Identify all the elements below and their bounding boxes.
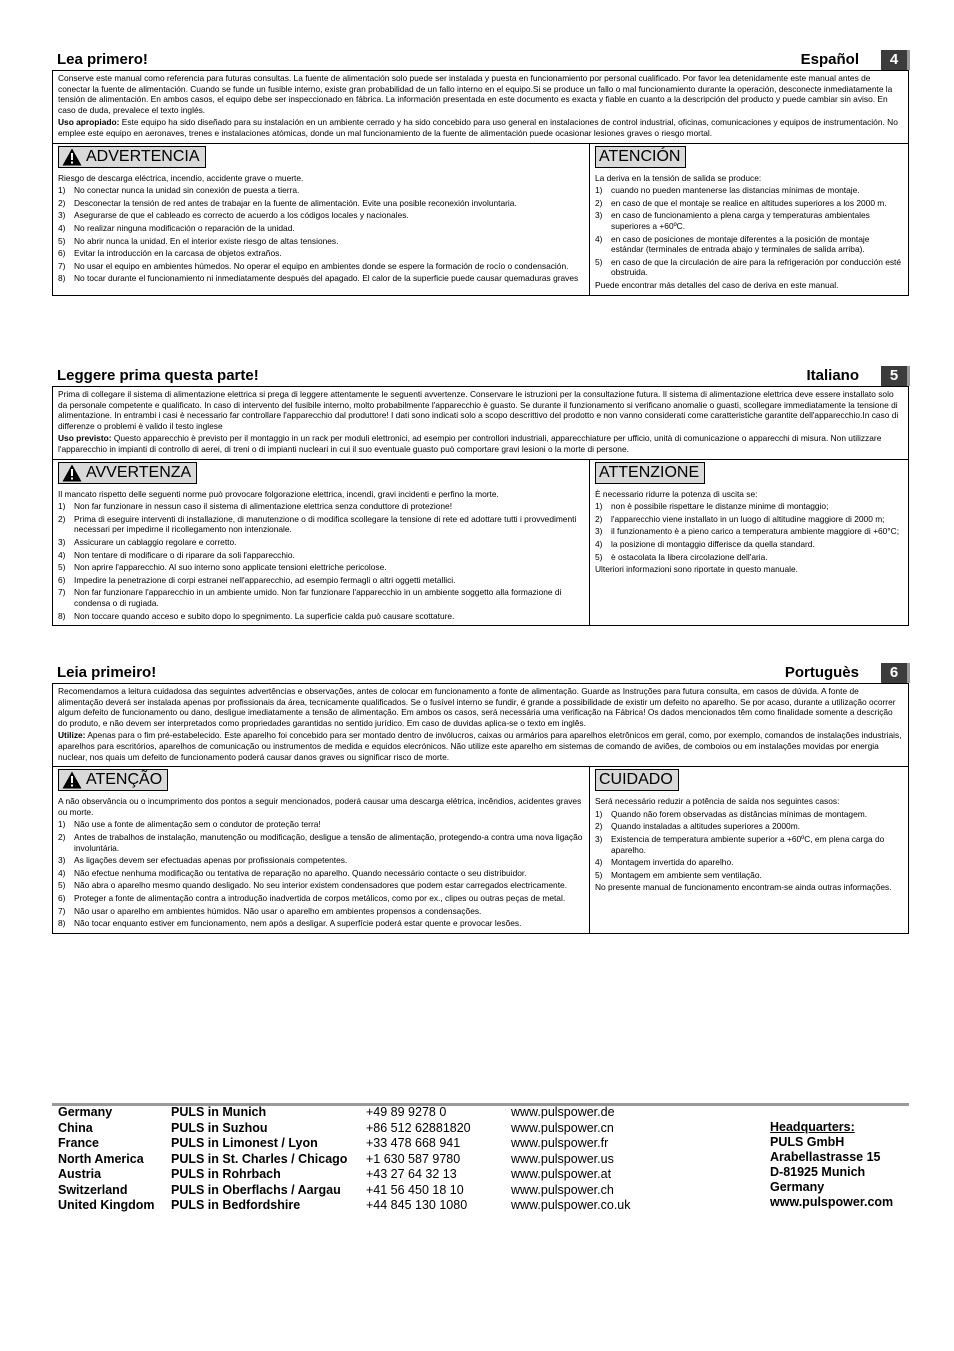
contacts-table	[58, 1105, 711, 1214]
list-item	[595, 857, 903, 868]
list-item-number: 4)	[58, 222, 66, 233]
list-item-text: Non far funzionare in nessun caso il sistema di alimentazione elettrica senza conduttore di protezione!	[74, 501, 453, 512]
list-item	[58, 261, 584, 272]
list-item-number: 2)	[58, 513, 66, 524]
list-item-number: 2)	[58, 831, 66, 842]
section-italiano	[52, 366, 909, 626]
headquarters-label: Headquarters:	[770, 1120, 855, 1134]
list-item	[58, 868, 584, 879]
warning-label: ATENÇÃO	[86, 771, 163, 789]
caution-list	[595, 185, 903, 278]
warning-caution-row	[52, 459, 909, 627]
list-item	[58, 185, 584, 196]
intended-use-label: Uso apropiado:	[58, 117, 120, 128]
warning-text	[58, 796, 584, 929]
list-item-text: Impedire la penetrazione di corpi estranei nell'apparecchio, ad esempio fermagli o altri oggetti metallici.	[74, 574, 456, 585]
list-item-number: 1)	[595, 185, 603, 196]
list-item-number: 3)	[595, 210, 603, 221]
caution-lead: Será necessário reduzir a potência de saída nos seguintes casos:	[595, 796, 840, 807]
headquarters-company: PULS GmbH	[770, 1135, 845, 1149]
list-item	[58, 832, 584, 853]
list-item-number: 2)	[595, 821, 603, 832]
caution-label-box	[595, 146, 686, 168]
list-item-text: Non tentare di modificare o di riparare da soli l'apparecchio.	[74, 549, 295, 560]
list-item	[595, 185, 903, 196]
intended-use-text: Este equipo ha sido diseñado para su instalación en un ambiente cerrado y ha sido concebido para uso general en instalaciones de control industrial, oficinas, comunicaciones y equipos de instrumentación. No emplee este equipo en aeronaves, trenes e instalaciones atómicas, donde un mal funcionamiento de la fuente de alimentación puede ocasionar lesiones graves o riesgo mortal.	[58, 117, 898, 138]
contact-website-link[interactable]: www.pulspower.us	[511, 1151, 614, 1166]
list-item-text: Existencia de temperatura ambiente superior a +60ºC, em plena carga do aparelho.	[611, 833, 885, 855]
warning-label-box	[58, 146, 206, 168]
warning-list	[58, 185, 584, 284]
list-item-number: 5)	[58, 562, 66, 573]
warning-triangle-icon	[62, 464, 82, 482]
warning-triangle-icon	[62, 771, 82, 789]
list-item-number: 6)	[58, 574, 66, 585]
list-item-text: Quando não forem observadas as distâncias mínimas de montagem.	[611, 808, 868, 819]
caution-label: ATENCIÓN	[599, 147, 681, 165]
list-item-number: 3)	[595, 526, 603, 537]
contact-row	[58, 1105, 711, 1121]
list-item-text: Não usar o aparelho em ambientes húmidos. Não usar o aparelho em ambientes propensos a condensações.	[74, 905, 482, 916]
list-item-number: 5)	[58, 880, 66, 891]
intro-text	[52, 386, 909, 459]
warning-caution-row	[52, 143, 909, 296]
warning-column	[53, 144, 590, 295]
section-number: 4	[881, 50, 907, 70]
contact-row	[58, 1136, 711, 1152]
warning-lead: Il mancato rispetto delle seguenti norme può provocare folgorazione elettrica, incendi, gravi incidenti e perfino la morte.	[58, 488, 499, 499]
contact-website-link[interactable]: www.pulspower.co.uk	[511, 1198, 631, 1212]
caution-text	[595, 796, 903, 893]
list-item-text: en caso de funcionamiento a plena carga y temperaturas ambientales superiores a +60ºC.	[611, 210, 870, 231]
contact-phone: +41 56 450 18 10	[366, 1182, 464, 1197]
caution-lead: È necessario ridurre la potenza di uscita se:	[595, 488, 758, 499]
list-item-number: 1)	[595, 501, 603, 512]
list-item	[58, 918, 584, 929]
contact-phone: +86 512 62881820	[366, 1120, 471, 1135]
list-item-text: No realizar ninguna modificación o reparación de la unidad.	[74, 222, 295, 233]
list-item-number: 3)	[58, 536, 66, 547]
headquarters-street: Arabellastrasse 15	[770, 1150, 881, 1164]
list-item	[58, 198, 584, 209]
list-item-text: Montagem em ambiente sem ventilação.	[611, 869, 762, 880]
list-item	[595, 821, 903, 832]
section-header	[52, 50, 909, 70]
list-item-number: 7)	[58, 587, 66, 598]
list-item-number: 6)	[58, 892, 66, 903]
caution-label-box	[595, 462, 705, 484]
list-item-number: 2)	[595, 513, 603, 524]
list-item-text: non è possibile rispettare le distanze minime di montaggio;	[611, 501, 829, 512]
list-item-text: Desconectar la tensión de red antes de trabajar en la fuente de alimentación. Evite una posible reconexión involuntaria.	[74, 197, 517, 208]
list-item-text: la posizione di montaggio differisce da quella standard.	[611, 538, 815, 549]
contact-website-link[interactable]: www.pulspower.ch	[511, 1182, 614, 1197]
list-item-text: cuando no pueden mantenerse las distancias mínimas de montaje.	[611, 185, 860, 196]
list-item-number: 5)	[595, 551, 603, 562]
warning-caution-row	[52, 766, 909, 934]
contact-phone: +33 478 668 941	[366, 1136, 461, 1150]
contact-country: Austria	[58, 1167, 102, 1181]
warning-label: ADVERTENCIA	[86, 147, 200, 165]
contact-office: PULS in St. Charles / Chicago	[171, 1151, 348, 1166]
caution-tail: No presente manual de funcionamento encontram-se ainda outras informações.	[595, 882, 892, 893]
intended-use-label: Uso previsto:	[58, 433, 112, 444]
intended-use-text: Questo apparecchio è previsto per il montaggio in un rack per moduli elettronici, ad esempio per controllori industriali, apparecchiature per ufficio, unità di comunicazione o apparecchi di misura. Non utilizzare l'apparecchio in impianti di controllo di aerei, di treni o di impianti nucleari in cui il suo eventuale guasto può comportare gravi lesioni o la morte di persone.	[58, 433, 882, 454]
list-item-text: Proteger a fonte de alimentação contra a introdução inadvertida de corpos metálicos, como por ex., clipes ou outras peças de metal.	[74, 892, 566, 903]
list-item-number: 3)	[595, 833, 603, 844]
list-item-number: 6)	[58, 248, 66, 259]
list-item-text: Não tocar enquanto estiver em funcionamento, nem após a desligar. A superfície poderá estar quente e provocar lesões.	[74, 918, 522, 929]
list-item	[58, 893, 584, 904]
list-item	[595, 526, 903, 537]
list-item	[595, 514, 903, 525]
list-item-text: Não use a fonte de alimentação sem o condutor de proteção terra!	[74, 819, 321, 830]
list-item	[58, 587, 584, 608]
contact-country: China	[58, 1120, 93, 1135]
list-item-number: 5)	[595, 869, 603, 880]
headquarters-country: Germany	[770, 1180, 825, 1194]
list-item-text: Asegurarse de que el cableado es correcto de acuerdo a los códigos locales y nacionales.	[74, 210, 409, 221]
list-item-text: en caso de posiciones de montaje diferentes a la posición de montaje estándar (terminales de entrada abajo y terminales de salida arriba).	[611, 233, 870, 255]
list-item-text: Non toccare quando acceso e subito dopo lo spegnimento. La superficie calda può causare scottature.	[74, 610, 455, 621]
list-item	[595, 210, 903, 231]
contact-office: PULS in Suzhou	[171, 1120, 268, 1135]
list-item	[58, 236, 584, 247]
list-item-text: Assicurare un cablaggio regolare e corretto.	[74, 536, 237, 547]
list-item	[58, 550, 584, 561]
section-number: 6	[881, 663, 907, 683]
list-item	[58, 562, 584, 573]
warning-column	[53, 460, 590, 626]
list-item	[58, 273, 584, 284]
list-item-number: 2)	[595, 197, 603, 208]
list-item	[58, 575, 584, 586]
list-item-text: Non aprire l'apparecchio. Al suo interno sono applicate tensioni elettriche pericolose.	[74, 562, 387, 573]
list-item	[595, 870, 903, 881]
caution-column	[590, 460, 908, 626]
list-item-number: 2)	[58, 197, 66, 208]
list-item-text: As ligações devem ser efectuadas apenas por profissionais competentes.	[74, 855, 348, 866]
list-item	[58, 611, 584, 622]
list-item	[595, 234, 903, 255]
caution-label: ATTENZIONE	[599, 463, 700, 481]
contact-country: Switzerland	[58, 1182, 128, 1197]
list-item-text: Montagem invertida do aparelho.	[611, 857, 734, 868]
list-item-text: No usar el equipo en ambientes húmedos. No operar el equipo en ambientes donde se espere la formación de rocío o condensación.	[74, 260, 569, 271]
list-item-text: Non far funzionare l'apparecchio in un ambiente umido. Non far funzionare l'apparecchio in un ambiente soggetto alla formazione di condensa o di rugiada.	[74, 587, 562, 608]
warning-text	[58, 173, 584, 284]
headquarters-website-link[interactable]: www.pulspower.com	[770, 1195, 894, 1209]
section-header	[52, 663, 909, 683]
list-item-number: 3)	[58, 210, 66, 221]
list-item	[58, 537, 584, 548]
list-item-number: 4)	[58, 549, 66, 560]
section-title: Lea primero!	[57, 51, 148, 68]
contact-country: United Kingdom	[58, 1198, 155, 1212]
list-item	[595, 834, 903, 855]
list-item-number: 1)	[58, 501, 66, 512]
contact-country: France	[58, 1136, 99, 1150]
list-item	[58, 819, 584, 830]
list-item	[595, 552, 903, 563]
headquarters-block	[770, 1120, 893, 1210]
list-item-number: 1)	[58, 819, 66, 830]
list-item-number: 4)	[595, 538, 603, 549]
contact-office: PULS in Limonest / Lyon	[171, 1136, 318, 1150]
intro-text	[52, 70, 909, 143]
intro-text	[52, 683, 909, 766]
list-item	[58, 880, 584, 891]
contact-row	[58, 1198, 711, 1214]
caution-tail: Ulteriori informazioni sono riportate in questo manuale.	[595, 564, 798, 575]
list-item-number: 8)	[58, 610, 66, 621]
intended-use-text: Apenas para o fim pré-estabelecido. Este aparelho foi concebido para ser montado dentro de invólucros, caixas ou armários para aparelhos eletrônicos em geral, como, por exemplo, comandos de instalações industriais, aparelhos para escritórios, aparelhos de comunicação ou instrumentos de medida e equidos elecrónicos. Não utilize este aparelho em sistemas de comando de aviões, de comboios ou em instalações movidas por energia nuclear, nos quais um defeito de funcionamento poderá causar danos graves ou significar risco de morte.	[58, 730, 902, 762]
list-item-text: en caso de que la circulación de aire para la refrigeración por conducción esté obstruida.	[611, 256, 902, 278]
caution-list	[595, 809, 903, 881]
contact-office: PULS in Bedfordshire	[171, 1198, 301, 1212]
list-item	[595, 198, 903, 209]
warning-label-box	[58, 462, 197, 484]
headquarters-city: D-81925 Munich	[770, 1165, 866, 1179]
list-item-text: No tocar durante el funcionamiento ni inmediatamente después del apagado. El calor de la superficie puede causar quemaduras graves	[74, 273, 579, 284]
contact-row	[58, 1183, 711, 1199]
section-portugues	[52, 663, 909, 934]
intended-use-label: Utilize:	[58, 730, 86, 741]
caution-column	[590, 144, 908, 295]
warning-lead: A não observância ou o incumprimento dos pontos a seguir mencionados, poderá causar uma descarga elétrica, incêndios, acidentes graves ou morte.	[58, 796, 582, 817]
list-item-text: Quando instaladas a altitudes superiores a 2000m.	[611, 821, 801, 832]
warning-text	[58, 489, 584, 622]
contact-country: Germany	[58, 1105, 113, 1119]
list-item-number: 7)	[58, 905, 66, 916]
contact-row	[58, 1121, 711, 1137]
caution-lead: La deriva en la tensión de salida se produce:	[595, 172, 762, 183]
intended-use	[58, 433, 903, 454]
list-item	[58, 210, 584, 221]
section-espanol	[52, 50, 909, 296]
list-item-text: Prima di eseguire interventi di installazione, di manutenzione o di modifica scollegare la tensione di rete ed adottare tutti i provvedimenti necessari per impedirne il ricollegamento non intenzionale.	[74, 513, 577, 535]
list-item-text: il funzionamento è a pieno carico a temperatura ambiente maggiore di +60°C;	[611, 526, 900, 537]
list-item-text: No conectar nunca la unidad sin conexión de puesta a tierra.	[74, 185, 300, 196]
intro-paragraph: Conserve este manual como referencia para futuras consultas. La fuente de alimentación solo puede ser instalada y puesta en funcionamiento por personal cualificado. Por favor lea detenidamente este manual antes de conectar la fuente de alimentación. Cuando se funde un fusible interno, existe gran probabilidad de un fallo interno en el equipo.Si se produce un fallo o mal funcionamiento durante la operación, desconecte inmediatamente la tensión de alimentación. En ambos casos, el equipo debe ser inspeccionado en fábrica. La información presentada en este documento es exacta y fiable en cuanto a la descripción del producto y puede cambiar sin aviso. En caso de duda, prevalece el texto inglés.	[58, 73, 893, 115]
section-header	[52, 366, 909, 386]
list-item-text: No abrir nunca la unidad. En el interior existe riesgo de altas tensiones.	[74, 235, 339, 246]
caution-text	[595, 489, 903, 575]
caution-column	[590, 767, 908, 933]
contact-website-link[interactable]: www.pulspower.fr	[511, 1136, 609, 1150]
contact-phone: +49 89 9278 0	[366, 1105, 447, 1119]
list-item	[595, 501, 903, 512]
contact-website-link[interactable]: www.pulspower.cn	[511, 1120, 614, 1135]
intro-paragraph: Prima di collegare il sistema di alimentazione elettrica si prega di leggere attentamente le seguenti avvertenze. Conservare le istruzioni per la consultazione futura. Il sistema di alimentazione elettrica deve essere installato solo da personale competente e qualificato. In caso di intervento del fusibile interno, molto probabilmente l'apparecchio è guasto. Se durante il funzionamento si verificano anomalie o guasti, scollegare immediatamente la tensione di alimentazione. In entrambi i casi è necessario far controllare l'apparecchio dal produttore! I dati sono indicati solo a scopo descrittivo del prodotto e non vanno considerati come caratteristiche garantite dell'apparecchio.In caso di differenze o problemi è valido il testo inglese	[58, 389, 899, 431]
list-item	[595, 809, 903, 820]
contact-row	[58, 1167, 711, 1183]
contact-office: PULS in Munich	[171, 1105, 267, 1119]
section-title: Leggere prima questa parte!	[57, 367, 259, 384]
section-language: Español	[800, 51, 859, 68]
list-item-number: 5)	[595, 256, 603, 267]
contact-office: PULS in Oberflachs / Aargau	[171, 1182, 341, 1197]
list-item-text: Não efectue nenhuma modificação ou tentativa de reparação no aparelho. Quando necessário contacte o seu distribuidor.	[74, 867, 527, 878]
contact-row	[58, 1152, 711, 1168]
contact-office: PULS in Rohrbach	[171, 1167, 281, 1181]
list-item-number: 8)	[58, 273, 66, 284]
caution-label: CUIDADO	[599, 771, 673, 789]
list-item-number: 7)	[58, 260, 66, 271]
list-item-number: 4)	[595, 233, 603, 244]
list-item-number: 1)	[58, 185, 66, 196]
warning-triangle-icon	[62, 148, 82, 166]
list-item	[58, 223, 584, 234]
contact-phone: +44 845 130 1080	[366, 1198, 468, 1212]
section-title: Leia primeiro!	[57, 664, 157, 681]
list-item-text: en caso de que el montaje se realice en altitudes superiores a los 2000 m.	[611, 197, 887, 208]
intro-paragraph: Recomendamos a leitura cuidadosa das seguintes advertências e observações, antes de colocar em funcionamento a fonte de alimentação. Guarde as Instruções para futura consulta, em casos de dúvida. A fonte de alimentação deverá ser instalada apenas por profissionais da área, tecnicamente qualificados. Se o fusível interno se fundir, é grande a possibilidade de existir um defeito no aparelho. Se por acaso, durante a utilização ocorrer algum defeito de funcionamento ou dano, desligue imediatamente a tensão de alimentação. Em ambos os casos, será necessária uma verificação na Fábrica! Os dados mencionados têm como finalidade somente a descrição do produto, e não devem ser interpretados como propriedades garantidas no sentido jurídico. Em caso de duvidas aplica-se o texto em inglês.	[58, 686, 896, 728]
list-item-text: Evitar la introducción en la carcasa de objetos extraños.	[74, 248, 282, 259]
warning-label: AVVERTENZA	[86, 463, 192, 481]
warning-column	[53, 767, 590, 933]
section-number: 5	[881, 366, 907, 386]
contact-phone: +43 27 64 32 13	[366, 1167, 457, 1181]
list-item	[58, 855, 584, 866]
warning-list	[58, 819, 584, 928]
list-item-text: è ostacolata la libera circolazione dell'aria.	[611, 551, 768, 562]
list-item-number: 4)	[595, 857, 603, 868]
contact-website-link[interactable]: www.pulspower.de	[511, 1105, 615, 1119]
contact-country: North America	[58, 1151, 144, 1166]
caution-list	[595, 501, 903, 562]
list-item	[58, 906, 584, 917]
list-item-number: 5)	[58, 235, 66, 246]
list-item	[58, 514, 584, 535]
list-item	[595, 539, 903, 550]
caution-text	[595, 173, 903, 291]
list-item-number: 1)	[595, 808, 603, 819]
contact-phone: +1 630 587 9780	[366, 1151, 461, 1166]
section-language: Portuguès	[784, 664, 859, 681]
list-item-number: 8)	[58, 918, 66, 929]
warning-lead: Riesgo de descarga eléctrica, incendio, accidente grave o muerte.	[58, 172, 304, 183]
list-item	[58, 501, 584, 512]
contact-website-link[interactable]: www.pulspower.at	[511, 1167, 612, 1181]
list-item-text: l'apparecchio viene installato in un luogo di altitudine maggiore di 2000 m;	[611, 513, 885, 524]
list-item-number: 4)	[58, 867, 66, 878]
intended-use	[58, 730, 903, 762]
warning-list	[58, 501, 584, 621]
list-item-text: Não abra o aparelho mesmo quando desligado. No seu interior existem condensadores que podem estar carregados electricamente.	[74, 880, 568, 891]
list-item	[595, 257, 903, 278]
intended-use	[58, 117, 903, 138]
caution-tail: Puede encontrar más detalles del caso de deriva en este manual.	[595, 279, 839, 290]
list-item-text: Antes de trabalhos de instalação, manutenção ou modificação, desligue a tensão de alimentação, protegendo-a contra uma nova ligação involuntária.	[74, 831, 583, 853]
section-language: Italiano	[806, 367, 859, 384]
caution-label-box	[595, 769, 679, 791]
warning-label-box	[58, 769, 168, 791]
list-item-number: 3)	[58, 855, 66, 866]
list-item	[58, 248, 584, 259]
